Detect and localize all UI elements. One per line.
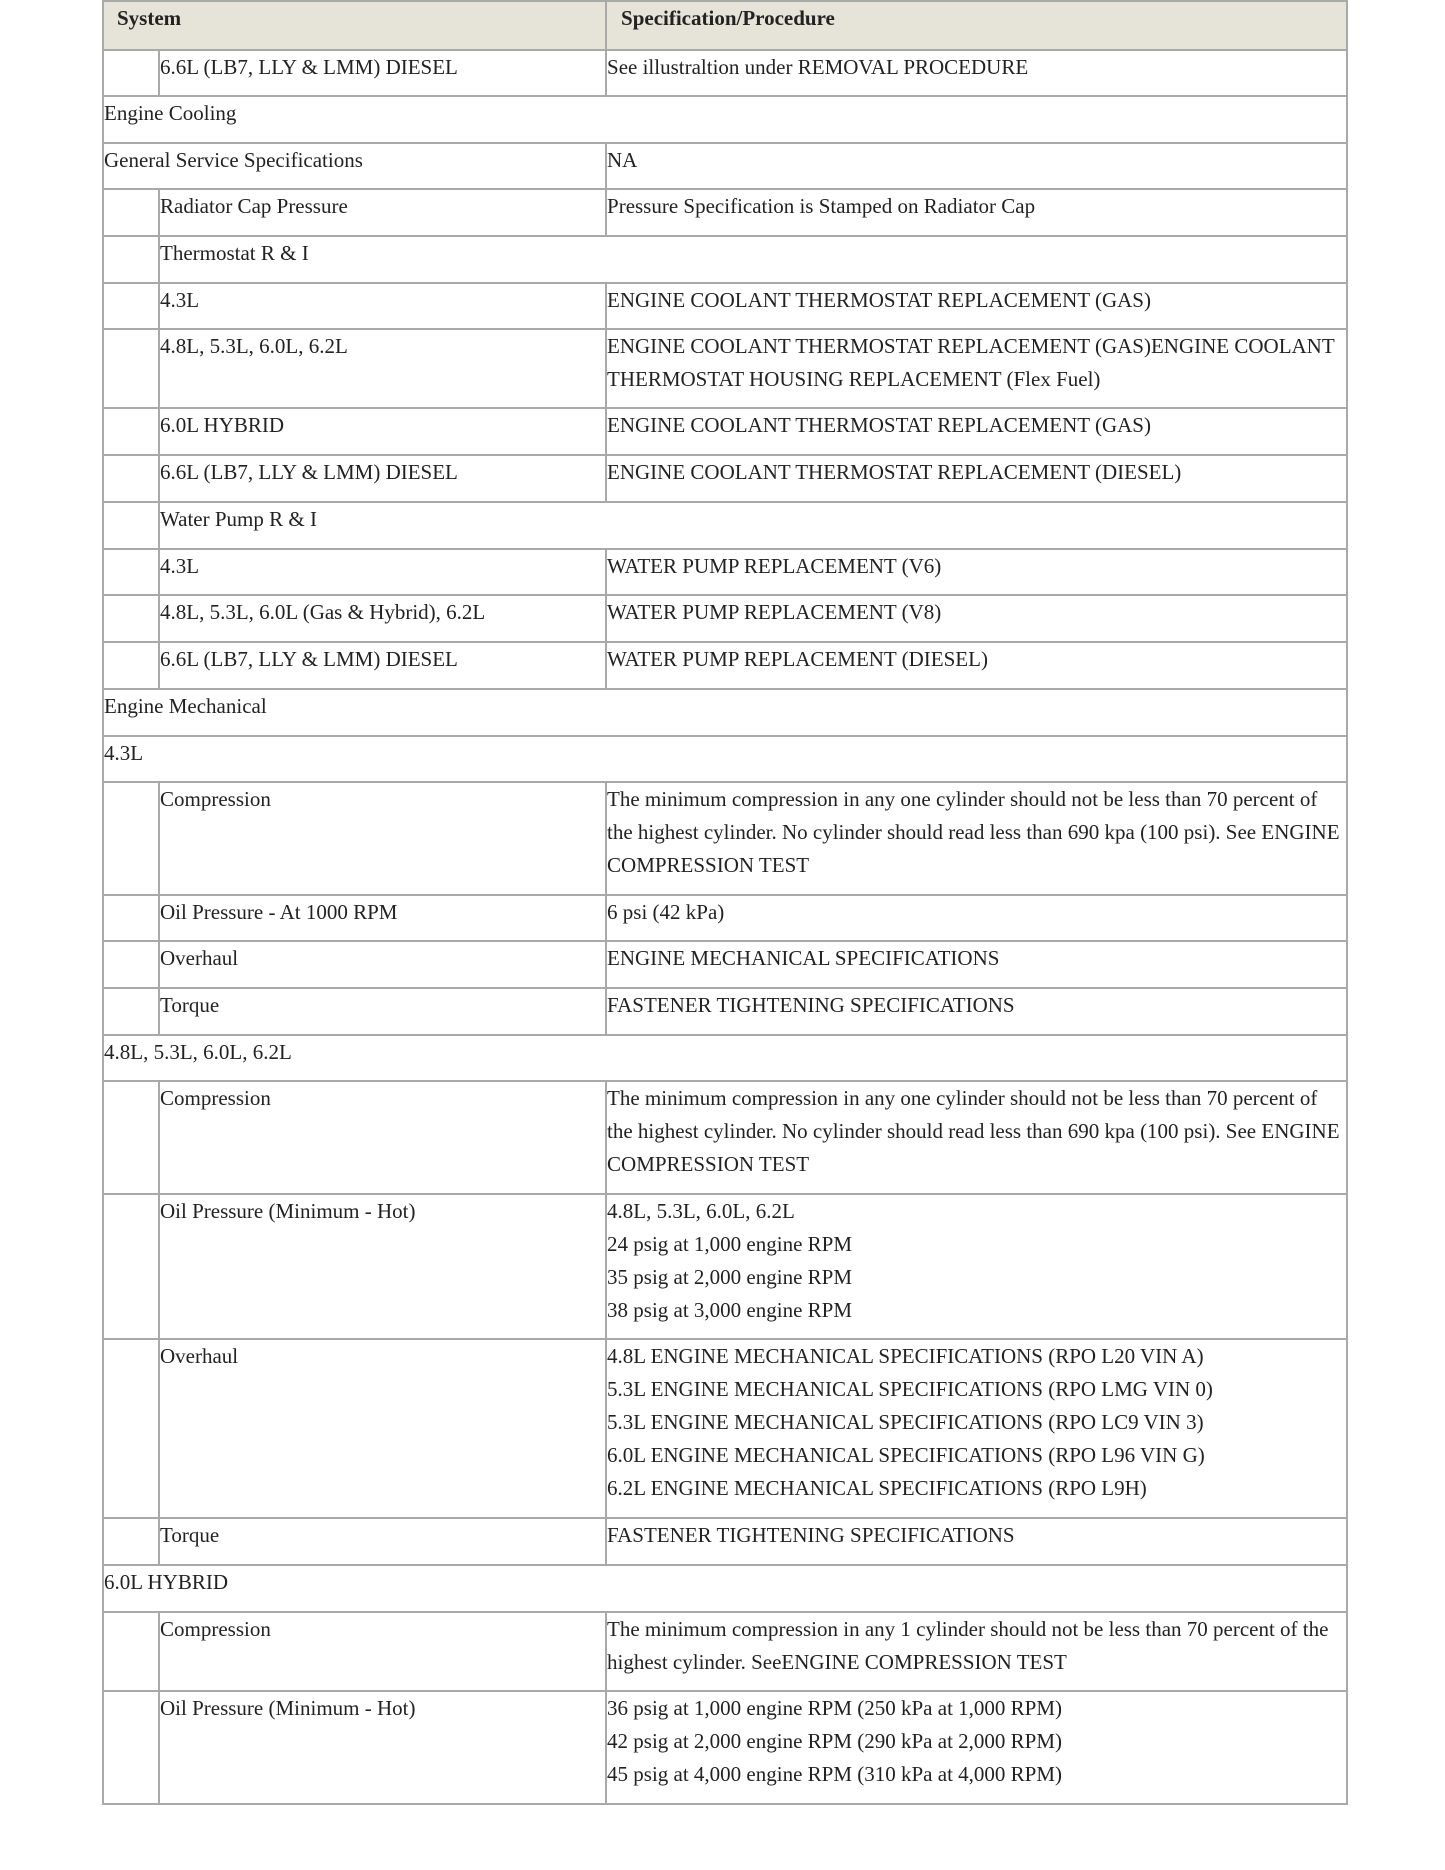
indent-cell: [103, 1612, 159, 1691]
specification-cell: [606, 1691, 1347, 1804]
indent-cell: [103, 782, 159, 895]
table-row: [103, 1691, 1347, 1804]
system-label: Oil Pressure - At 1000 RPM: [160, 900, 398, 924]
system-label: Compression: [160, 1086, 271, 1110]
table-row: [103, 642, 1347, 689]
section-header-cell: [103, 96, 1347, 143]
system-cell: [159, 895, 606, 941]
system-cell: [159, 1612, 606, 1691]
table-row: [103, 455, 1347, 502]
system-label: 4.8L, 5.3L, 6.0L, 6.2L: [160, 334, 348, 358]
specification-line: 36 psig at 1,000 engine RPM (250 kPa at 1,000 RPM): [607, 1696, 1063, 1720]
table-row: [103, 1081, 1347, 1194]
indent-cell: [103, 408, 159, 455]
section-header-cell: [103, 736, 1347, 782]
indent-cell: [103, 502, 159, 549]
system-label: 4.8L, 5.3L, 6.0L (Gas & Hybrid), 6.2L: [160, 600, 486, 624]
system-cell: [159, 189, 606, 236]
specification-line: 38 psig at 3,000 engine RPM: [607, 1298, 853, 1322]
specification-cell: [606, 549, 1347, 595]
specification-line: ENGINE COOLANT THERMOSTAT REPLACEMENT (GAS): [607, 413, 1151, 437]
specification-line: 4.8L, 5.3L, 6.0L, 6.2L: [607, 1199, 795, 1223]
specification-line: WATER PUMP REPLACEMENT (V6): [607, 554, 942, 578]
specification-line: The minimum compression in any one cylinder should not be less than 70 percent of the highest cylinder. No cylinder should read less than 690 kpa (100 psi). See ENGINE COMPRESSION TEST: [607, 1086, 1340, 1176]
system-label: 6.6L (LB7, LLY & LMM) DIESEL: [160, 460, 458, 484]
specification-cell: [606, 1612, 1347, 1691]
system-label: General Service Specifications: [104, 148, 363, 172]
system-cell: [159, 595, 606, 642]
specification-line: 4.8L ENGINE MECHANICAL SPECIFICATIONS (RPO L20 VIN A): [607, 1344, 1204, 1368]
specification-cell: [606, 895, 1347, 941]
system-cell: [159, 408, 606, 455]
system-cell: [103, 143, 606, 189]
indent-cell: [103, 549, 159, 595]
section-title: 6.0L HYBRID: [104, 1570, 229, 1594]
section-title: Engine Cooling: [104, 101, 237, 125]
table-row: [103, 283, 1347, 329]
system-cell: [159, 1194, 606, 1339]
system-cell: [159, 1518, 606, 1565]
indent-cell: [103, 642, 159, 689]
specification-cell: [606, 988, 1347, 1035]
specification-line: FASTENER TIGHTENING SPECIFICATIONS: [607, 993, 1015, 1017]
subsection-title: Thermostat R & I: [160, 241, 309, 265]
specification-cell: [606, 1518, 1347, 1565]
indent-cell: [103, 1518, 159, 1565]
table-row: [103, 782, 1347, 895]
indent-cell: [103, 895, 159, 941]
system-label: 4.3L: [160, 554, 200, 578]
specification-line: 45 psig at 4,000 engine RPM (310 kPa at 4,000 RPM): [607, 1762, 1063, 1786]
specification-cell: [606, 329, 1347, 408]
specification-line: 42 psig at 2,000 engine RPM (290 kPa at 2,000 RPM): [607, 1729, 1063, 1753]
specification-line: 5.3L ENGINE MECHANICAL SPECIFICATIONS (RPO LC9 VIN 3): [607, 1410, 1204, 1434]
table-row: [103, 595, 1347, 642]
subsection-header-cell: [159, 236, 1347, 283]
table-row: [103, 895, 1347, 941]
table-row: [103, 236, 1347, 283]
indent-cell: [103, 988, 159, 1035]
specification-cell: [606, 283, 1347, 329]
section-title: Engine Mechanical: [104, 694, 267, 718]
system-cell: [159, 283, 606, 329]
indent-cell: [103, 329, 159, 408]
system-label: Overhaul: [160, 1344, 239, 1368]
system-label: 6.6L (LB7, LLY & LMM) DIESEL: [160, 647, 458, 671]
system-cell: [159, 329, 606, 408]
specification-line: Pressure Specification is Stamped on Radiator Cap: [607, 194, 1036, 218]
spec-table: [102, 0, 1348, 1805]
table-row: [103, 1518, 1347, 1565]
section-title: 4.8L, 5.3L, 6.0L, 6.2L: [104, 1040, 292, 1064]
specification-line: 6 psi (42 kPa): [607, 900, 725, 924]
system-label: Torque: [160, 993, 220, 1017]
table-row: [103, 549, 1347, 595]
system-cell: [159, 782, 606, 895]
specification-cell: [606, 941, 1347, 988]
table-row: [103, 1194, 1347, 1339]
system-label: Torque: [160, 1523, 220, 1547]
indent-cell: [103, 1194, 159, 1339]
specification-line: See illustraltion under REMOVAL PROCEDURE: [607, 55, 1029, 79]
table-row: [103, 50, 1347, 96]
system-cell: [159, 941, 606, 988]
specification-cell: [606, 642, 1347, 689]
table-row: [103, 1035, 1347, 1081]
specification-cell: [606, 50, 1347, 96]
specification-line: The minimum compression in any 1 cylinder should not be less than 70 percent of the highest cylinder. SeeENGINE COMPRESSION TEST: [607, 1617, 1329, 1674]
specification-line: 24 psig at 1,000 engine RPM: [607, 1232, 853, 1256]
indent-cell: [103, 50, 159, 96]
table-row: [103, 143, 1347, 189]
table-row: [103, 988, 1347, 1035]
table-row: [103, 736, 1347, 782]
specification-cell: [606, 189, 1347, 236]
specification-line: ENGINE MECHANICAL SPECIFICATIONS: [607, 946, 1000, 970]
table-row: [103, 502, 1347, 549]
column-header-specification: Specification/Procedure: [606, 1, 1347, 50]
specification-line: NA: [607, 148, 638, 172]
indent-cell: [103, 236, 159, 283]
system-cell: [159, 50, 606, 96]
specification-cell: [606, 1339, 1347, 1518]
system-label: 4.3L: [160, 288, 200, 312]
table-row: [103, 329, 1347, 408]
system-cell: [159, 455, 606, 502]
indent-cell: [103, 941, 159, 988]
system-cell: [159, 642, 606, 689]
system-cell: [159, 1691, 606, 1804]
system-label: Compression: [160, 787, 271, 811]
system-cell: [159, 549, 606, 595]
table-row: [103, 1612, 1347, 1691]
subsection-title: Water Pump R & I: [160, 507, 317, 531]
column-header-system: System: [103, 1, 606, 50]
indent-cell: [103, 1339, 159, 1518]
system-label: 6.0L HYBRID: [160, 413, 285, 437]
section-header-cell: [103, 689, 1347, 736]
indent-cell: [103, 1081, 159, 1194]
indent-cell: [103, 189, 159, 236]
specification-cell: [606, 143, 1347, 189]
specification-line: WATER PUMP REPLACEMENT (DIESEL): [607, 647, 988, 671]
system-label: Radiator Cap Pressure: [160, 194, 348, 218]
indent-cell: [103, 283, 159, 329]
specification-line: ENGINE COOLANT THERMOSTAT REPLACEMENT (DIESEL): [607, 460, 1182, 484]
specification-cell: [606, 1081, 1347, 1194]
indent-cell: [103, 1691, 159, 1804]
specification-line: ENGINE COOLANT THERMOSTAT REPLACEMENT (GAS): [607, 288, 1151, 312]
specification-line: WATER PUMP REPLACEMENT (V8): [607, 600, 942, 624]
section-header-cell: [103, 1565, 1347, 1612]
specification-line: The minimum compression in any one cylinder should not be less than 70 percent of the highest cylinder. No cylinder should read less than 690 kpa (100 psi). See ENGINE COMPRESSION TEST: [607, 787, 1340, 877]
table-row: [103, 408, 1347, 455]
specification-line: ENGINE COOLANT THERMOSTAT REPLACEMENT (GAS)ENGINE COOLANT THERMOSTAT HOUSING REPLACEMENT (Flex Fuel): [607, 334, 1335, 391]
system-label: 6.6L (LB7, LLY & LMM) DIESEL: [160, 55, 458, 79]
specification-cell: [606, 782, 1347, 895]
indent-cell: [103, 595, 159, 642]
table-row: [103, 96, 1347, 143]
system-label: Oil Pressure (Minimum - Hot): [160, 1696, 416, 1720]
specification-line: FASTENER TIGHTENING SPECIFICATIONS: [607, 1523, 1015, 1547]
table-row: [103, 189, 1347, 236]
specification-line: 5.3L ENGINE MECHANICAL SPECIFICATIONS (RPO LMG VIN 0): [607, 1377, 1213, 1401]
table-row: [103, 941, 1347, 988]
specification-cell: [606, 455, 1347, 502]
system-cell: [159, 1081, 606, 1194]
specification-cell: [606, 1194, 1347, 1339]
subsection-header-cell: [159, 502, 1347, 549]
system-cell: [159, 988, 606, 1035]
indent-cell: [103, 455, 159, 502]
table-body: [103, 50, 1347, 1804]
system-label: Oil Pressure (Minimum - Hot): [160, 1199, 416, 1223]
section-title: 4.3L: [104, 741, 144, 765]
specification-cell: [606, 408, 1347, 455]
specification-line: 6.0L ENGINE MECHANICAL SPECIFICATIONS (RPO L96 VIN G): [607, 1443, 1205, 1467]
system-cell: [159, 1339, 606, 1518]
table-row: [103, 689, 1347, 736]
system-label: Overhaul: [160, 946, 239, 970]
table-header-row: [103, 1, 1347, 50]
specification-line: 6.2L ENGINE MECHANICAL SPECIFICATIONS (RPO L9H): [607, 1476, 1147, 1500]
table-row: [103, 1339, 1347, 1518]
table-row: [103, 1565, 1347, 1612]
specification-line: 35 psig at 2,000 engine RPM: [607, 1265, 853, 1289]
system-label: Compression: [160, 1617, 271, 1641]
section-header-cell: [103, 1035, 1347, 1081]
specification-cell: [606, 595, 1347, 642]
